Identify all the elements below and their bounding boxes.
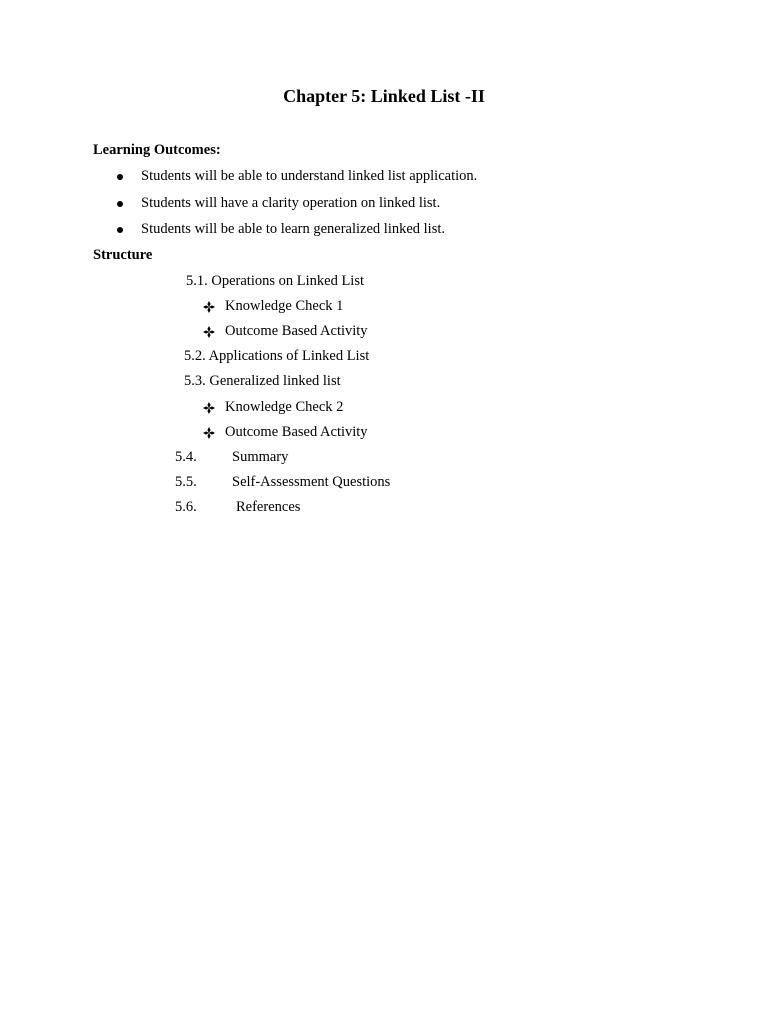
toc-numbered-label: References: [236, 499, 301, 515]
diamond-bullet-icon: [203, 427, 215, 439]
toc-subitem-label: Outcome Based Activity: [225, 323, 368, 339]
outcome-item: [115, 168, 477, 185]
toc-numbered-item: [175, 499, 300, 516]
toc-numbered-label: Self-Assessment Questions: [232, 474, 391, 490]
outcome-text: Students will have a clarity operation on linked list.: [141, 195, 441, 211]
toc-numbered-item: [175, 474, 390, 491]
toc-section-5-2: 5.2. Applications of Linked List: [184, 348, 370, 364]
bullet-icon: [117, 201, 123, 207]
toc-subitem-label: Knowledge Check 2: [225, 399, 344, 415]
toc-number: 5.6.: [175, 499, 197, 515]
toc-numbered-item: [175, 449, 288, 466]
outcome-text: Students will be able to understand linked list application.: [141, 168, 478, 184]
toc-subitem-label: Knowledge Check 1: [225, 298, 344, 314]
structure-heading: Structure: [93, 247, 153, 263]
bullet-icon: [117, 174, 123, 180]
toc-numbered-label: Summary: [232, 449, 289, 465]
diamond-bullet-icon: [203, 301, 215, 313]
toc-number: 5.4.: [175, 449, 197, 465]
diamond-bullet-icon: [203, 402, 215, 414]
toc-section-5-1: 5.1. Operations on Linked List: [186, 273, 365, 289]
toc-number: 5.5.: [175, 474, 197, 490]
toc-section-5-3: 5.3. Generalized linked list: [184, 373, 341, 389]
toc-subitem: [203, 298, 343, 315]
learning-outcomes-heading: Learning Outcomes:: [93, 142, 221, 158]
toc-subitem-label: Outcome Based Activity: [225, 424, 368, 440]
chapter-title: Chapter 5: Linked List -II: [283, 86, 485, 106]
bullet-icon: [117, 227, 123, 233]
diamond-bullet-icon: [203, 326, 215, 338]
toc-subitem: [203, 424, 368, 441]
outcome-item: [115, 221, 445, 238]
toc-subitem: [203, 399, 343, 416]
outcome-text: Students will be able to learn generalized linked list.: [141, 221, 446, 237]
outcome-item: [115, 195, 440, 212]
toc-subitem: [203, 323, 368, 340]
